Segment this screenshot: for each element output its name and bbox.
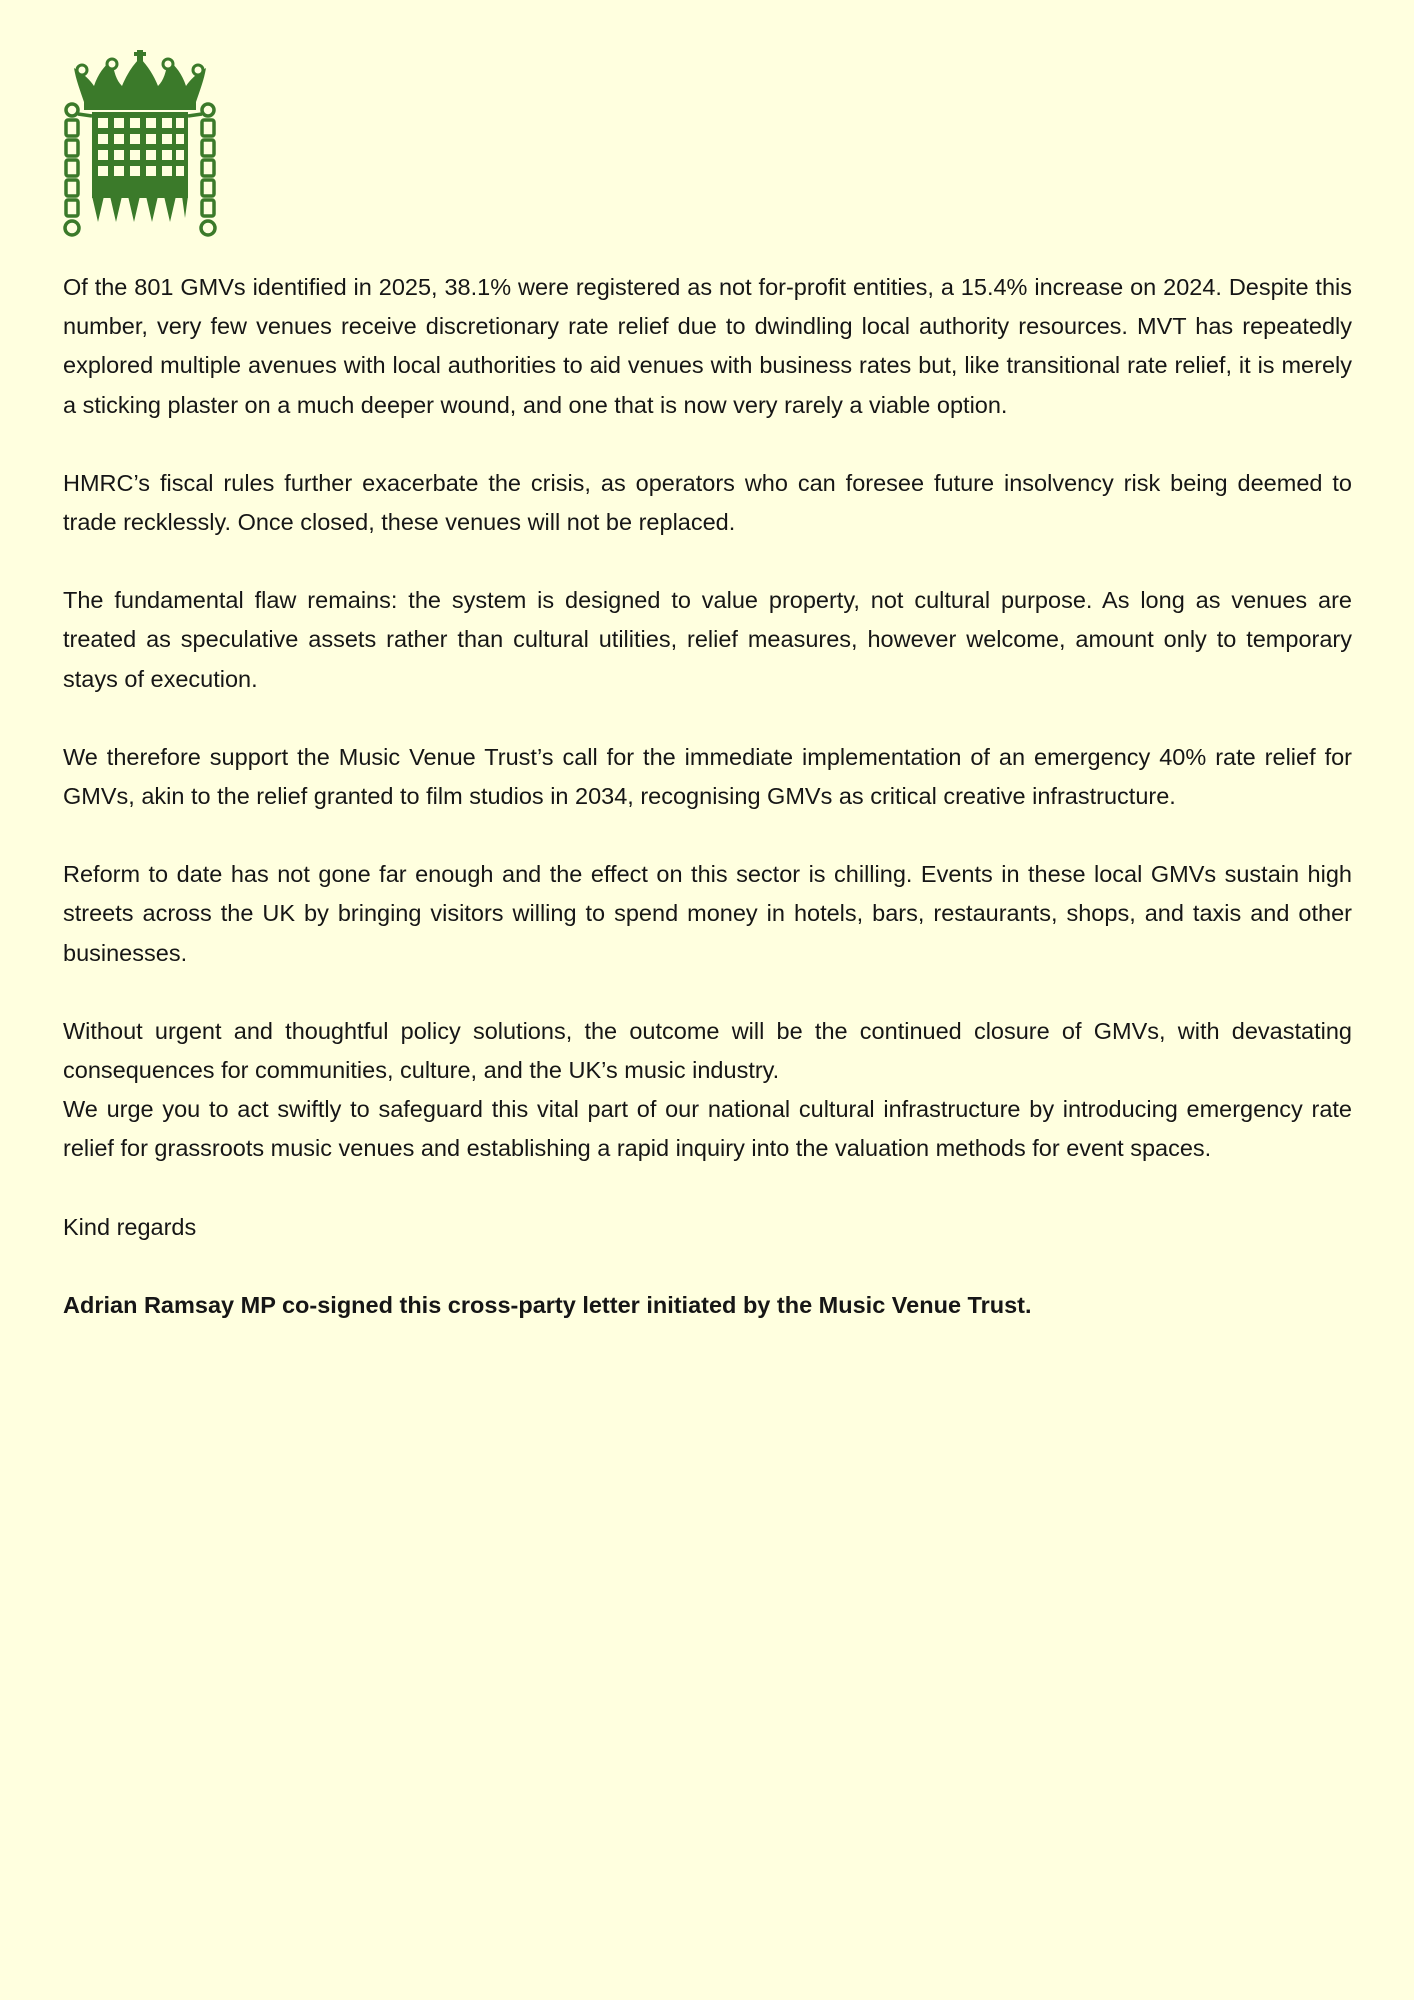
letter-body [63, 268, 1352, 1325]
paragraph-urge-action: We urge you to act swiftly to safeguard this vital part of our national cultural infrastructure by introducing emergency rate relief for grassroots music venues and establishing a rapid inquiry into the valuation methods for event spaces. [63, 1096, 1352, 1162]
paragraph-hmrc-fiscal-rules: HMRC’s fiscal rules further exacerbate the crisis, as operators who can foresee future insolvency risk being deemed to trade recklessly. Once closed, these venues will not be replaced. [63, 469, 1352, 536]
paragraph-reform-effect: Reform to date has not gone far enough and the effect on this sector is chilling. Events in these local GMVs sustain high streets across the UK by bringing visitors willing to spend money in hotels, bars, restaurants, shops, and taxis and other businesses. [63, 861, 1352, 966]
paragraph-policy-solutions: Without urgent and thoughtful policy solutions, the outcome will be the continued closure of GMVs, with devastating consequences for communities, culture, and the UK’s music industry. [63, 1017, 1352, 1084]
portcullis-logo-icon [62, 50, 218, 238]
paragraph-gmv-statistics: Of the 801 GMVs identified in 2025, 38.1% were registered as not for-profit entities, a 15.4% increase on 2024. Despite this number, very few venues receive discretionary rate relief due to dwindling local authority resources. MVT has repeatedly explored multiple avenues with local authorities to aid venues with business rates but, like transitional rate relief, it is merely a sticking plaster on a much deeper wound, and one that is now very rarely a viable option. [63, 274, 1352, 418]
closing-salutation: Kind regards [63, 1213, 197, 1240]
paragraph-fundamental-flaw: The fundamental flaw remains: the system is designed to value property, not cultural purpose. As long as venues are treated as speculative assets rather than cultural utilities, relief measures, however welcome, amount only to temporary stays of execution. [63, 587, 1352, 692]
paragraph-emergency-relief-call: We therefore support the Music Venue Trust’s call for the immediate implementation of an emergency 40% rate relief for GMVs, akin to the relief granted to film studios in 2034, recognising GMVs as critical creative infrastructure. [63, 743, 1352, 810]
signature-note: Adrian Ramsay MP co-signed this cross-party letter initiated by the Music Venue Trust. [63, 1291, 1032, 1318]
